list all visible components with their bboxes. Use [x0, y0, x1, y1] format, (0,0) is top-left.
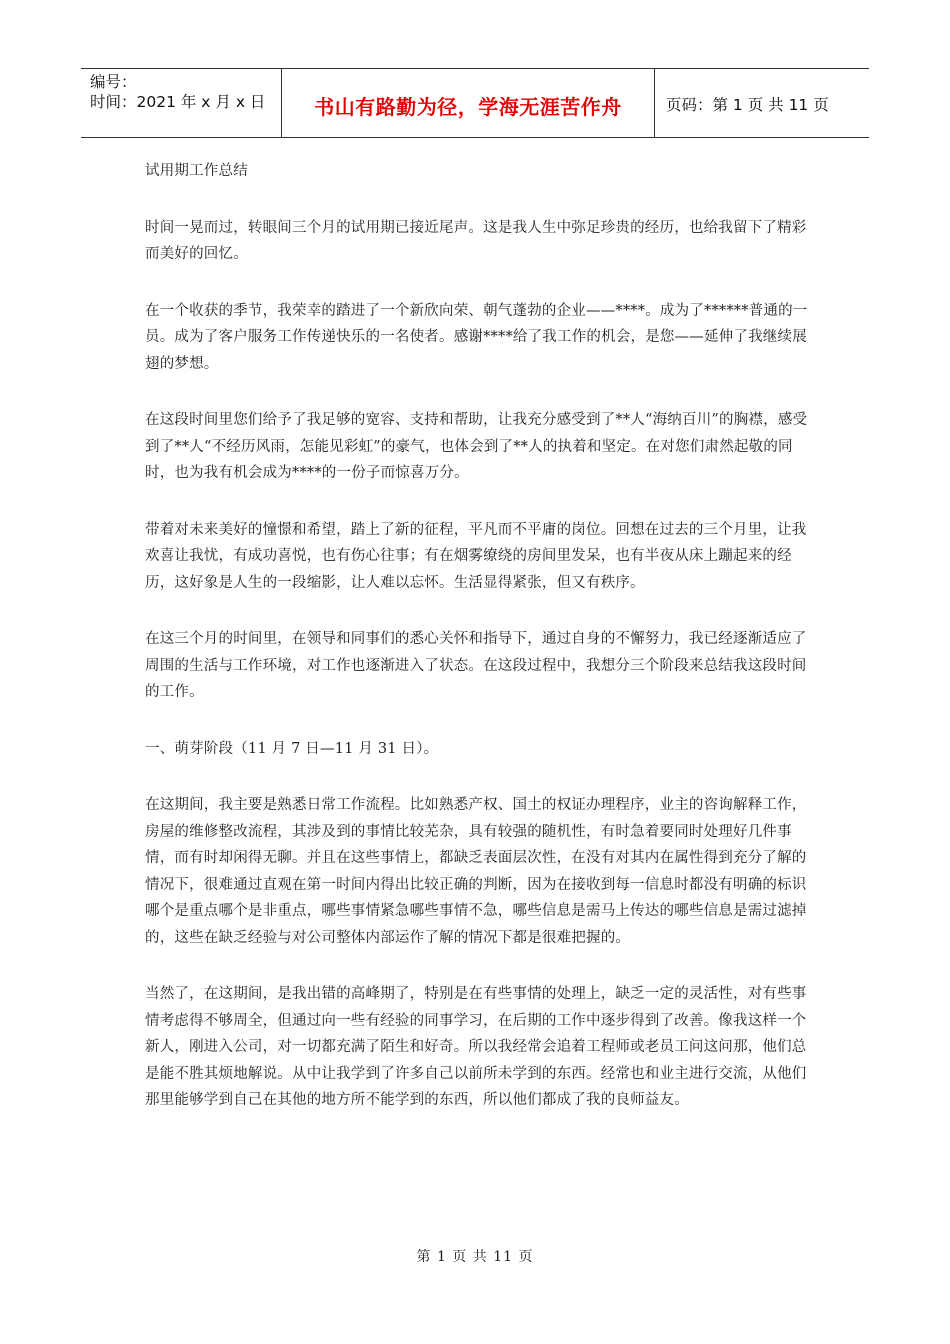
document-date: 时间：2021 年 x 月 x 日 [90, 93, 266, 111]
paragraph: 带着对未来美好的憧憬和希望，踏上了新的征程，平凡而不平庸的岗位。回想在过去的三个月里，让我欢喜让我忧，有成功喜悦，也有伤心往事；有在烟雾缭绕的房间里发呆，也有半夜从床上蹦起来的经历，这好象是人生的一段缩影，让人难以忘怀。生活显得紧张，但又有秩序。 [145, 521, 807, 591]
paragraph: 在这段时间里您们给予了我足够的宽容、支持和帮助，让我充分感受到了**人“海纳百川”的胸襟，感受到了**人“不经历风雨，怎能见彩虹”的豪气，也体会到了**人的执着和坚定。在对您们肃然起敬的同时，也为我有机会成为****的一份子而惊喜万分。 [145, 412, 808, 481]
header-motto: 书山有路勤为径，学海无涯苦作舟 [281, 69, 655, 137]
paragraph: 在一个收获的季节，我荣幸的踏进了一个新欣向荣、朝气蓬勃的企业——****。成为了******普通的一员。成为了客户服务工作传递快乐的一名使者。感谢****给了我工作的机会，是您——延伸了我继续展翅的梦想。 [145, 302, 808, 372]
document-header [81, 68, 869, 138]
paragraph: 在这期间，我主要是熟悉日常工作流程。比如熟悉产权、国土的权证办理程序，业主的咨询解释工作，房屋的维修整改流程，其涉及到的事情比较芜杂，具有较强的随机性，有时急着要同时处理好几件事情，而有时却闲得无聊。并且在这些事情上，都缺乏表面层次性，在没有对其内在属性得到充分了解的情况下，很难通过直观在第一时间内得出比较正确的判断，因为在接收到每一信息时都没有明确的标识哪个是重点哪个是非重点，哪些事情紧急哪些事情不急，哪些信息是需马上传达的哪些信息是需过滤掉的，这些在缺乏经验与对公司整体内部运作了解的情况下都是很难把握的。 [145, 797, 807, 946]
paragraph: 时间一晃而过，转眼间三个月的试用期已接近尾声。这是我人生中弥足珍贵的经历，也给我留下了精彩而美好的回忆。 [145, 219, 807, 262]
header-page-info: 页码：第 1 页 共 11 页 [666, 96, 829, 114]
paragraph: 在这三个月的时间里，在领导和同事们的悉心关怀和指导下，通过自身的不懈努力，我已经逐渐适应了周围的生活与工作环境，对工作也逐渐进入了状态。在这段过程中，我想分三个阶段来总结我这段时间的工作。 [145, 631, 807, 700]
document-number-label: 编号： [90, 73, 137, 91]
document-body [145, 158, 813, 1144]
paragraph: 当然了，在这期间，是我出错的高峰期了，特别是在有些事情的处理上，缺乏一定的灵活性，对有些事情考虑得不够周全，但通过向一些有经验的同事学习，在后期的工作中逐步得到了改善。像我这样一个新人，刚进入公司，对一切都充满了陌生和好奇。所以我经常会追着工程师或老员工问这问那，他们总是能不胜其烦地解说。从中让我学到了许多自己以前所未学到的东西。经常也和业主进行交流，从他们那里能够学到自己在其他的地方所不能学到的东西，所以他们都成了我的良师益友。 [145, 986, 807, 1108]
page-footer: 第 1 页 共 11 页 [416, 1249, 534, 1265]
section-heading: 一、萌芽阶段（11 月 7 日—11 月 31 日）。 [145, 740, 439, 757]
document-title: 试用期工作总结 [145, 163, 248, 179]
header-meta [81, 69, 281, 137]
